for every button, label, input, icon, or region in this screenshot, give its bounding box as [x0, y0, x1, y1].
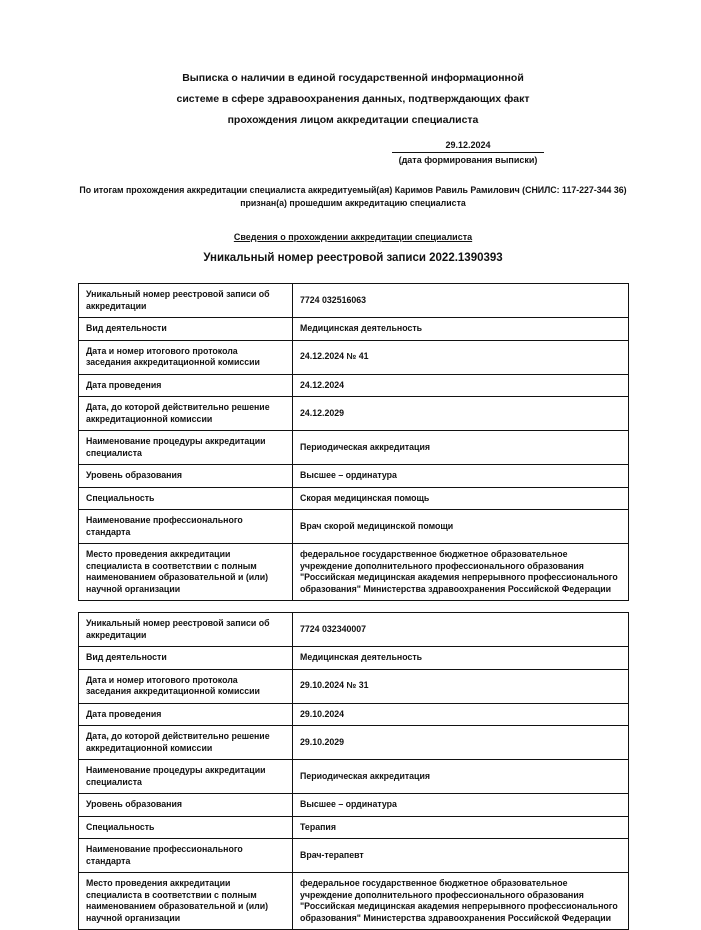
- row-value: федеральное государственное бюджетное образовательное учреждение дополнительного профессионального образования "Российская медицинская академия непрерывного профессионального образования" Министерства здравоохранения Российской Федерации: [293, 873, 629, 930]
- row-value: федеральное государственное бюджетное образовательное учреждение дополнительного профессионального образования "Российская медицинская академия непрерывного профессионального образования" Министерства здравоохранения Российской Федерации: [293, 544, 629, 601]
- table-row: [79, 816, 629, 839]
- table-row: [79, 465, 629, 488]
- row-value: 29.10.2024: [293, 703, 629, 726]
- row-label: Вид деятельности: [79, 647, 293, 670]
- table-row: [79, 544, 629, 601]
- intro-paragraph: По итогам прохождения аккредитации специалиста аккредитуемый(ая) Каримов Равиль Рамилович (СНИЛС: 117-227-344 36) признан(а) прошедшим аккредитацию специалиста: [79, 185, 627, 208]
- row-value: 29.10.2024 № 31: [293, 669, 629, 703]
- row-label: Наименование профессионального стандарта: [79, 510, 293, 544]
- row-value: Скорая медицинская помощь: [293, 487, 629, 510]
- row-label: Уникальный номер реестровой записи об аккредитации: [79, 613, 293, 647]
- row-value: Высшее – ординатура: [293, 465, 629, 488]
- row-label: Наименование процедуры аккредитации специалиста: [79, 431, 293, 465]
- row-label: Наименование процедуры аккредитации специалиста: [79, 760, 293, 794]
- row-value: Периодическая аккредитация: [293, 431, 629, 465]
- row-label: Дата, до которой действительно решение аккредитационной комиссии: [79, 726, 293, 760]
- row-value: Терапия: [293, 816, 629, 839]
- issue-date-block: [392, 140, 544, 165]
- table-row: [79, 284, 629, 318]
- document-title-line-2: системе в сфере здравоохранения данных, подтверждающих факт: [176, 93, 530, 105]
- row-value: 24.12.2024: [293, 374, 629, 397]
- issue-date-value: 29.12.2024: [392, 140, 544, 153]
- document-title: [143, 68, 563, 131]
- record-number-heading: Уникальный номер реестровой записи 2022.1390393: [203, 252, 503, 264]
- row-label: Специальность: [79, 487, 293, 510]
- accreditation-table-1: [78, 283, 629, 601]
- row-label: Уникальный номер реестровой записи об аккредитации: [79, 284, 293, 318]
- table-row: [79, 318, 629, 341]
- section-heading: Сведения о прохождении аккредитации специалиста: [233, 232, 473, 242]
- row-label: Дата проведения: [79, 703, 293, 726]
- row-label: Дата проведения: [79, 374, 293, 397]
- row-value: Медицинская деятельность: [293, 318, 629, 341]
- row-value: 29.10.2029: [293, 726, 629, 760]
- row-label: Место проведения аккредитации специалиста в соответствии с полным наименованием образовательной и (или) научной организации: [79, 873, 293, 930]
- row-label: Дата и номер итогового протокола заседания аккредитационной комиссии: [79, 340, 293, 374]
- row-label: Дата, до которой действительно решение аккредитационной комиссии: [79, 397, 293, 431]
- row-label: Место проведения аккредитации специалиста в соответствии с полным наименованием образовательной и (или) научной организации: [79, 544, 293, 601]
- table-row: [79, 510, 629, 544]
- row-value: Врач скорой медицинской помощи: [293, 510, 629, 544]
- row-value: 7724 032340007: [293, 613, 629, 647]
- row-value: 24.12.2024 № 41: [293, 340, 629, 374]
- row-label: Вид деятельности: [79, 318, 293, 341]
- document-title-line-3: прохождения лицом аккредитации специалиста: [227, 114, 479, 126]
- issue-date-caption: (дата формирования выписки): [398, 155, 538, 165]
- document-title-line-1: Выписка о наличии в единой государственной информационной: [182, 72, 524, 84]
- table-row: [79, 374, 629, 397]
- row-label: Дата и номер итогового протокола заседания аккредитационной комиссии: [79, 669, 293, 703]
- row-value: Медицинская деятельность: [293, 647, 629, 670]
- table-row: [79, 397, 629, 431]
- row-label: Уровень образования: [79, 794, 293, 817]
- table-row: [79, 669, 629, 703]
- table-row: [79, 613, 629, 647]
- table-row: [79, 760, 629, 794]
- row-label: Специальность: [79, 816, 293, 839]
- row-label: Наименование профессионального стандарта: [79, 839, 293, 873]
- table-row: [79, 703, 629, 726]
- accreditation-table-2: [78, 612, 629, 930]
- table-row: [79, 431, 629, 465]
- table-row: [79, 794, 629, 817]
- row-label: Уровень образования: [79, 465, 293, 488]
- row-value: 24.12.2029: [293, 397, 629, 431]
- table-row: [79, 647, 629, 670]
- table-row: [79, 839, 629, 873]
- row-value: Периодическая аккредитация: [293, 760, 629, 794]
- table-row: [79, 726, 629, 760]
- row-value: 7724 032516063: [293, 284, 629, 318]
- table-row: [79, 340, 629, 374]
- row-value: Высшее – ординатура: [293, 794, 629, 817]
- table-row: [79, 487, 629, 510]
- table-row: [79, 873, 629, 930]
- row-value: Врач-терапевт: [293, 839, 629, 873]
